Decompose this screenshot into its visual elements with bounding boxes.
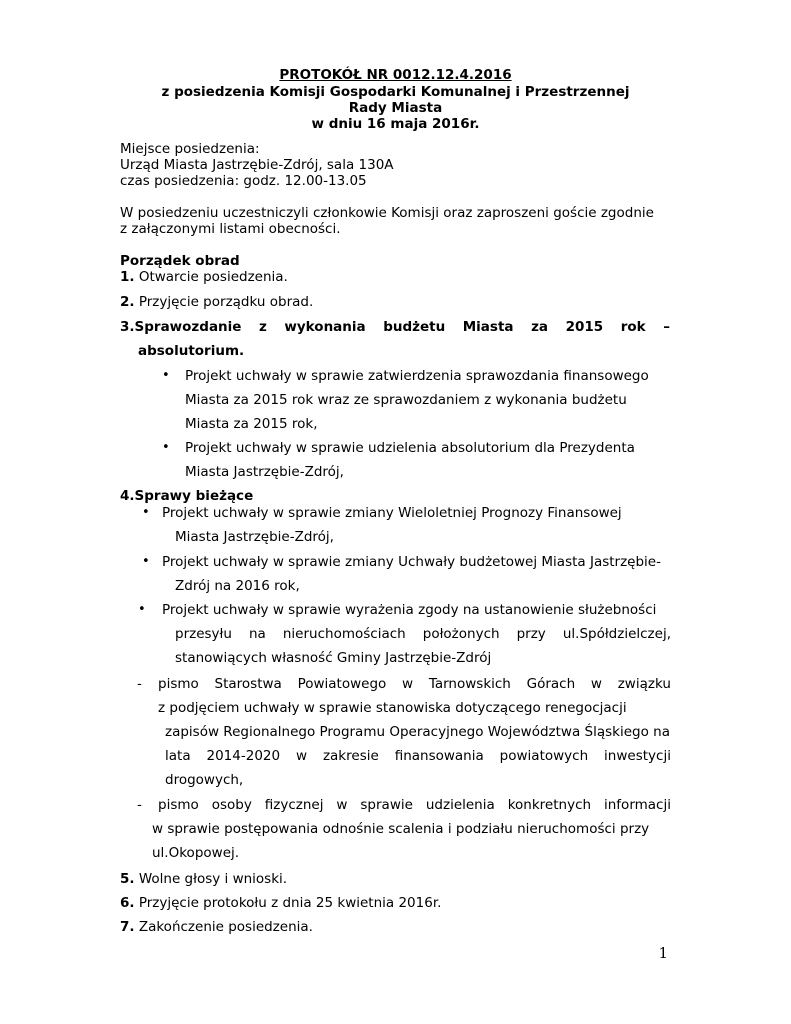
agenda-item-4: 4.Sprawy bieżące xyxy=(120,488,254,504)
list-item: Miasta Jastrzębie-Zdrój, xyxy=(185,464,344,480)
agenda-item-3: 3.Sprawozdanie z wykonania budżetu Miasta za 2015 rok – xyxy=(120,319,670,335)
agenda-heading: Porządek obrad xyxy=(120,253,240,269)
list-item: Projekt uchwały w sprawie wyrażenia zgody na ustanowienie służebności xyxy=(162,602,657,618)
dash-marker: - xyxy=(137,797,142,813)
protocol-date: w dniu 16 maja 2016r. xyxy=(311,116,480,132)
agenda-item-6: 6. Przyjęcie protokołu z dnia 25 kwietnia 2016r. xyxy=(120,895,442,911)
list-item: w sprawie postępowania odnośnie scalenia i podziału nieruchomości przy xyxy=(152,821,650,837)
bullet-icon: • xyxy=(138,602,146,617)
attendance-line: W posiedzeniu uczestniczyli członkowie Komisji oraz zaproszeni goście zgodnie xyxy=(120,205,654,221)
dash-marker: - xyxy=(137,676,142,692)
agenda-item-1: 1. Otwarcie posiedzenia. xyxy=(120,269,288,285)
agenda-item-7: 7. Zakończenie posiedzenia. xyxy=(120,919,313,935)
list-item: Miasta za 2015 rok, xyxy=(185,416,318,432)
list-item: przesyłu na nieruchomościach położonych przy ul.Spółdzielczej, xyxy=(175,626,671,642)
list-item: Projekt uchwały w sprawie zatwierdzenia sprawozdania finansowego xyxy=(185,368,649,384)
list-item: zapisów Regionalnego Programu Operacyjnego Województwa Śląskiego na xyxy=(165,724,670,740)
protocol-title: PROTOKÓŁ NR 0012.12.4.2016 xyxy=(279,67,512,83)
list-item: Miasta za 2015 rok wraz ze sprawozdaniem z wykonania budżetu xyxy=(185,392,627,408)
place-label: Miejsce posiedzenia: xyxy=(120,141,260,157)
list-item: Zdrój na 2016 rok, xyxy=(175,578,300,594)
list-item: stanowiących własność Gminy Jastrzębie-Zdrój xyxy=(175,650,492,666)
list-item: z podjęciem uchwały w sprawie stanowiska dotyczącego renegocjacji xyxy=(158,700,627,716)
protocol-subtitle: z posiedzenia Komisji Gospodarki Komunalnej i Przestrzennej xyxy=(161,84,630,100)
bullet-icon: • xyxy=(162,440,170,455)
list-item: lata 2014-2020 w zakresie finansowania powiatowych inwestycji xyxy=(165,748,671,764)
bullet-icon: • xyxy=(162,368,170,383)
list-item: pismo Starostwa Powiatowego w Tarnowskich Górach w związku xyxy=(158,676,671,692)
place-value: Urząd Miasta Jastrzębie-Zdrój, sala 130A xyxy=(120,157,394,173)
agenda-item-3-cont: absolutorium. xyxy=(138,343,245,359)
list-item: ul.Okopowej. xyxy=(152,845,240,861)
meeting-time: czas posiedzenia: godz. 12.00-13.05 xyxy=(120,173,367,189)
list-item: Projekt uchwały w sprawie udzielenia absolutorium dla Prezydenta xyxy=(185,440,635,456)
list-item: Projekt uchwały w sprawie zmiany Wieloletniej Prognozy Finansowej xyxy=(162,505,622,521)
list-item: drogowych, xyxy=(165,772,244,788)
protocol-subtitle-council: Rady Miasta xyxy=(348,100,443,116)
bullet-icon: • xyxy=(142,554,150,569)
list-item: pismo osoby fizycznej w sprawie udzielenia konkretnych informacji xyxy=(158,797,671,813)
agenda-item-5: 5. Wolne głosy i wnioski. xyxy=(120,871,288,887)
list-item: Projekt uchwały w sprawie zmiany Uchwały budżetowej Miasta Jastrzębie- xyxy=(162,554,661,570)
page-number: 1 xyxy=(658,944,668,962)
bullet-icon: • xyxy=(142,505,150,520)
agenda-item-2: 2. Przyjęcie porządku obrad. xyxy=(120,294,314,310)
attendance-line: z załączonymi listami obecności. xyxy=(120,221,341,237)
list-item: Miasta Jastrzębie-Zdrój, xyxy=(175,529,334,545)
